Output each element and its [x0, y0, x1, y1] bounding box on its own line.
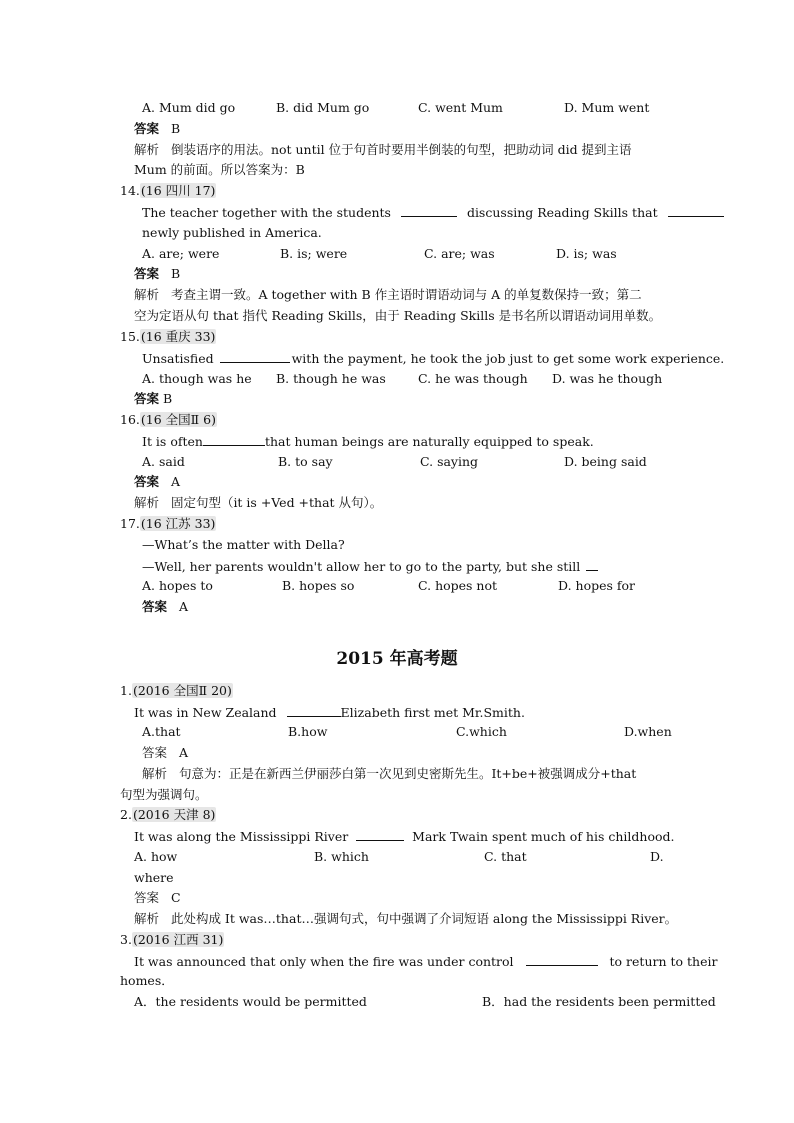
question-source: (2016 全国Ⅱ 20) — [132, 683, 232, 698]
option-d: D. hopes for — [558, 578, 636, 593]
option-d: D. was he though — [552, 371, 663, 386]
answer-label: 答案 — [134, 474, 160, 489]
analysis-label: 解析 — [142, 766, 168, 781]
option-c: C. went Mum — [418, 100, 503, 115]
question-number: 15. — [120, 329, 140, 344]
option-c: C. he was though — [418, 371, 528, 386]
option-d: D.when — [624, 724, 672, 739]
answer-label: 答案 — [142, 599, 168, 614]
question-stem: It was announced that only when the fire was under control — [134, 954, 514, 969]
answer-blank — [586, 558, 598, 571]
option-c: C.which — [456, 724, 507, 739]
answer-blank — [401, 204, 457, 217]
analysis-label: 解析 — [134, 911, 160, 926]
analysis-text-cont: 句型为强调句。 — [120, 787, 208, 802]
question-stem-cont: homes． — [120, 973, 174, 988]
option-c: C. saying — [420, 454, 479, 469]
question-number: 1. — [120, 683, 132, 698]
question-stem-cont: that human beings are naturally equipped to speak. — [264, 434, 594, 449]
option-d: D. is; was — [556, 246, 617, 261]
question-number: 17. — [120, 516, 140, 531]
answer-blank — [526, 953, 598, 966]
analysis-label: 解析 — [134, 142, 160, 157]
question-source: (16 重庆 33) — [140, 329, 216, 344]
option-d: D. — [650, 849, 664, 864]
analysis-text: 固定句型（it is +Ved +that 从句）。 — [170, 495, 383, 510]
answer-label: 答案 — [134, 391, 160, 406]
dialog-line: —What’s the matter with Della? — [142, 537, 345, 552]
question-source: (2016 天津 8) — [132, 807, 216, 822]
question-stem: Unsatisfied — [142, 351, 214, 366]
question-source: (16 江苏 33) — [140, 516, 216, 531]
answer-label: 答案 — [134, 890, 160, 905]
analysis-text: 倒装语序的用法。not until 位于句首时要用半倒装的句型，把助动词 did 提到主语 — [170, 142, 632, 157]
dialog-line: —Well, her parents wouldn't allow her to go to the party, but she still — [142, 559, 581, 574]
question-number: 14. — [120, 183, 140, 198]
analysis-text: 考查主谓一致。A together with B 作主语时谓语动词与 A 的单复数保持一致；第二 — [170, 287, 642, 302]
question-stem-cont: Mark Twain spent much of his childhood. — [412, 829, 675, 844]
question-source: (16 全国Ⅱ 6) — [140, 412, 216, 427]
option-b: B. hopes so — [282, 578, 355, 593]
answer-label: 答案 — [134, 121, 160, 136]
question-number: 2. — [120, 807, 132, 822]
question-stem-cont: newly published in America. — [142, 225, 322, 240]
question-stem-cont: to return to their — [609, 954, 718, 969]
option-b: B. to say — [278, 454, 333, 469]
question-stem-cont: discussing Reading Skills that — [466, 205, 658, 220]
question-stem: It was along the Mississippi River — [134, 829, 349, 844]
option-c: C. that — [484, 849, 527, 864]
answer-blank — [220, 350, 290, 363]
question-stem: It is often — [142, 434, 203, 449]
option-a: A．the residents would be permitted — [134, 994, 367, 1009]
analysis-text-cont: 空为定语从句 that 指代 Reading Skills，由于 Reading Skills 是书名所以谓语动词用单数。 — [134, 308, 662, 323]
option-d-text: where — [134, 870, 174, 885]
option-c: C. are; was — [424, 246, 495, 261]
analysis-label: 解析 — [134, 287, 160, 302]
option-a: A.that — [142, 724, 181, 739]
analysis-text: 句意为：正是在新西兰伊丽莎白第一次见到史密斯先生。It+be+被强调成分+that — [178, 766, 637, 781]
question-number: 16. — [120, 412, 140, 427]
analysis-text-cont: Mum 的前面。所以答案为：B — [134, 162, 305, 177]
option-b: B．had the residents been permitted — [482, 994, 716, 1009]
option-a: A. though was he — [142, 371, 252, 386]
option-a: A. how — [134, 849, 178, 864]
option-a: A. are; were — [142, 246, 220, 261]
option-b: B. though he was — [276, 371, 386, 386]
answer-value: A — [178, 745, 188, 760]
answer-value: C — [170, 890, 181, 905]
option-b: B.how — [288, 724, 328, 739]
question-stem-cont: Elizabeth first met Mr.Smith. — [340, 705, 525, 720]
question-stem: It was in New Zealand — [134, 705, 277, 720]
option-b: B. did Mum go — [276, 100, 370, 115]
question-stem: The teacher together with the students — [142, 205, 391, 220]
answer-blank — [668, 204, 724, 217]
option-b: B. which — [314, 849, 369, 864]
option-a: A. said — [142, 454, 185, 469]
option-c: C. hopes not — [418, 578, 498, 593]
answer-blank — [356, 828, 404, 841]
section-title: 2015 年高考题 — [336, 649, 458, 669]
analysis-label: 解析 — [134, 495, 160, 510]
answer-blank — [287, 704, 341, 717]
answer-value: B — [170, 266, 181, 281]
answer-label: 答案 — [134, 266, 160, 281]
answer-value: B — [170, 121, 181, 136]
answer-value: B — [163, 391, 173, 406]
question-stem-cont: with the payment, he took the job just to get some work experience. — [291, 351, 725, 366]
option-b: B. is; were — [280, 246, 348, 261]
answer-blank — [203, 433, 265, 446]
question-number: 3. — [120, 932, 132, 947]
answer-value: A — [170, 474, 180, 489]
analysis-text: 此处构成 It was…that…强调句式，句中强调了介词短语 along the Mississippi River。 — [170, 911, 678, 926]
option-d: D. being said — [564, 454, 647, 469]
question-source: (16 四川 17) — [140, 183, 216, 198]
option-a: A. Mum did go — [142, 100, 236, 115]
question-source: (2016 江西 31) — [132, 932, 224, 947]
answer-label: 答案 — [142, 745, 168, 760]
option-d: D. Mum went — [564, 100, 650, 115]
option-a: A. hopes to — [142, 578, 213, 593]
answer-value: A — [178, 599, 188, 614]
